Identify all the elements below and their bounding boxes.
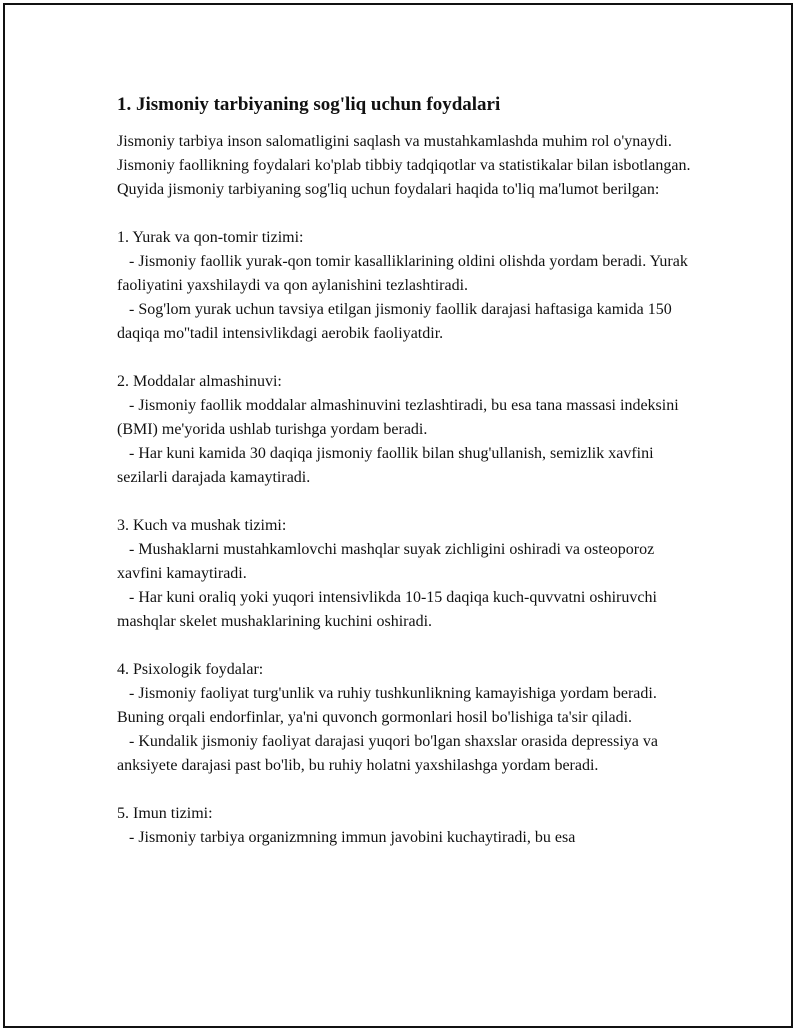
section-bullet: - Jismoniy faoliyat turg'unlik va ruhiy tushkunlikning kamayishiga yordam beradi. Buning orqali endorfinlar, ya'ni quvonch gormonlari hosil bo'lishiga ta'sir qiladi.	[117, 685, 661, 726]
section-title: 4. Psixologik foydalar:	[117, 661, 264, 678]
section-bullet: - Jismoniy faollik moddalar almashinuvini tezlashtiradi, bu esa tana massasi indeksini (BMI) me'yorida ushlab turishga yordam beradi.	[117, 397, 683, 438]
document-body	[117, 92, 697, 850]
section-bullet: - Jismoniy tarbiya organizmning immun javobini kuchaytiradi, bu esa	[117, 829, 576, 846]
section-bullet: - Sog'lom yurak uchun tavsiya etilgan jismoniy faollik darajasi haftasiga kamida 150 daqiqa mo''tadil intensivlikdagi aerobik faoliyatdir.	[117, 301, 676, 342]
section-bullet: - Kundalik jismoniy faoliyat darajasi yuqori bo'lgan shaxslar orasida depressiya va anksiyete darajasi past bo'lib, bu ruhiy holatni yaxshilashga yordam beradi.	[117, 733, 662, 774]
section-muscle	[117, 514, 697, 634]
intro-paragraph: Jismoniy tarbiya inson salomatligini saqlash va mustahkamlashda muhim rol o'ynaydi. Jismoniy faollikning foydalari ko'plab tibbiy tadqiqotlar va statistikalar bilan isbotlangan. Quyida jismoniy tarbiyaning sog'liq uchun foydalari haqida to'liq ma'lumot berilgan:	[117, 133, 695, 198]
section-immune	[117, 802, 697, 850]
section-metabolism	[117, 370, 697, 490]
section-psychological	[117, 658, 697, 778]
document-heading: 1. Jismoniy tarbiyaning sog'liq uchun foydalari	[117, 94, 501, 115]
section-cardiovascular	[117, 226, 697, 346]
section-bullet: - Mushaklarni mustahkamlovchi mashqlar suyak zichligini oshiradi va osteoporoz xavfini kamaytiradi.	[117, 541, 659, 582]
section-bullet: - Har kuni kamida 30 daqiqa jismoniy faollik bilan shug'ullanish, semizlik xavfini sezilarli darajada kamaytiradi.	[117, 445, 658, 486]
section-title: 1. Yurak va qon-tomir tizimi:	[117, 229, 304, 246]
section-bullet: - Har kuni oraliq yoki yuqori intensivlikda 10-15 daqiqa kuch-quvvatni oshiruvchi mashqlar skelet mushaklarining kuchini oshiradi.	[117, 589, 661, 630]
section-title: 5. Imun tizimi:	[117, 805, 213, 822]
section-title: 3. Kuch va mushak tizimi:	[117, 517, 287, 534]
section-title: 2. Moddalar almashinuvi:	[117, 373, 282, 390]
section-bullet: - Jismoniy faollik yurak-qon tomir kasalliklarining oldini olishda yordam beradi. Yurak faoliyatini yaxshilaydi va qon aylanishini tezlashtiradi.	[117, 253, 692, 294]
